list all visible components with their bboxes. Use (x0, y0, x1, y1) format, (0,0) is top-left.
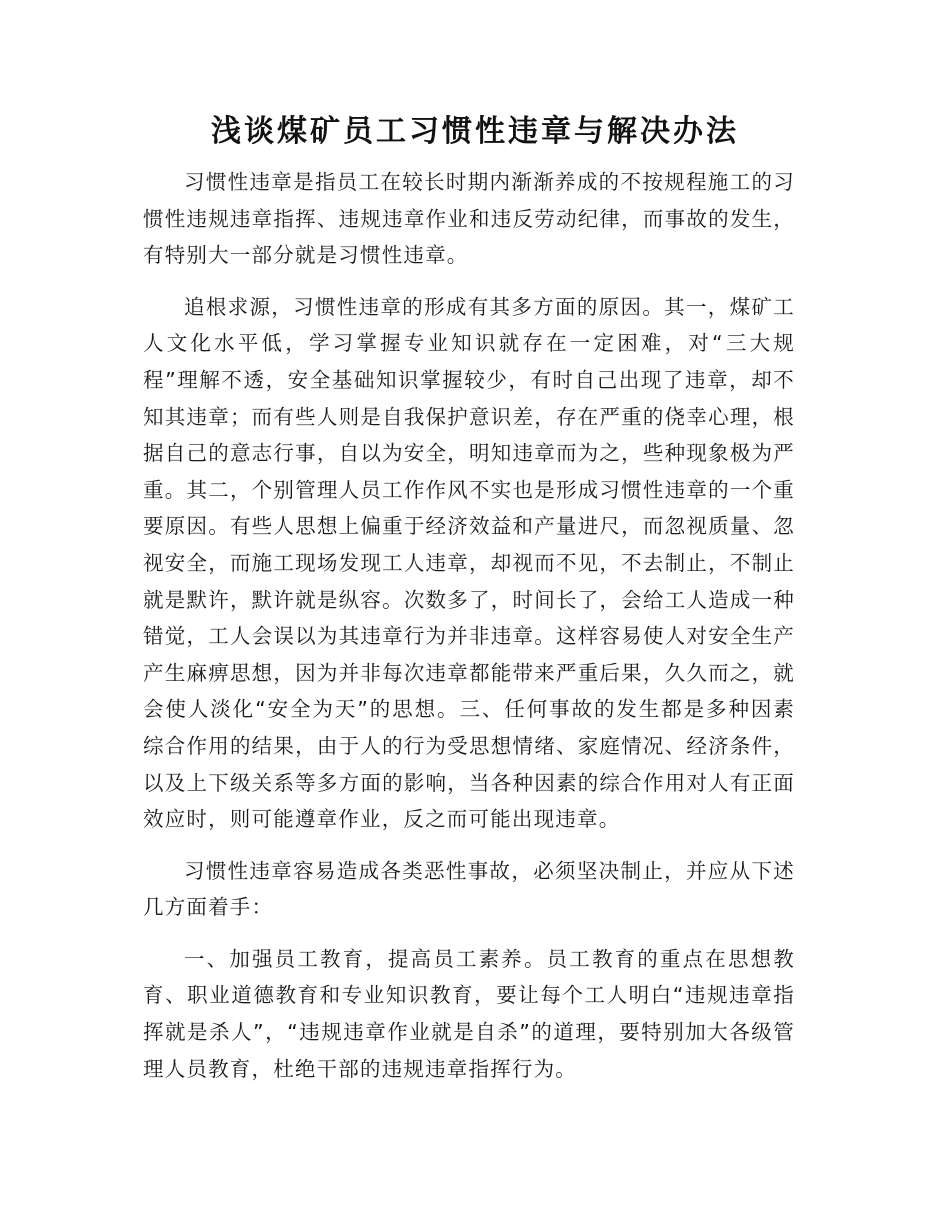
document-title: 浅谈煤矿员工习惯性违章与解决办法 (211, 114, 739, 149)
document-body (143, 164, 795, 1102)
paragraph-measure-one: 一、加强员工教育，提高员工素养。员工教育的重点在思想教育、职业道德教育和专业知识教育，要让每个工人明白“违规违章指挥就是杀人”，“违规违章作业就是自杀”的道理，要特别加大各级管理人员教育，杜绝干部的违规违章指挥行为。 (143, 946, 795, 1081)
paragraph-causes: 追根求源，习惯性违章的形成有其多方面的原因。其一，煤矿工人文化水平低，学习掌握专业知识就存在一定困难，对“三大规程”理解不透，安全基础知识掌握较少，有时自己出现了违章，却不知其违章；而有些人则是自我保护意识差，存在严重的侥幸心理，根据自己的意志行事，自以为安全，明知违章而为之，些种现象极为严重。其二，个别管理人员工作作风不实也是形成习惯性违章的一个重要原因。有些人思想上偏重于经济效益和产量进尺，而忽视质量、忽视安全，而施工现场发现工人违章，却视而不见，不去制止，不制止就是默许，默许就是纵容。次数多了，时间长了，会给工人造成一种错觉，工人会误以为其违章行为并非违章。这样容易使人对安全生产产生麻痹思想，因为并非每次违章都能带来严重后果，久久而之，就会使人淡化“安全为天”的思想。三、任何事故的发生都是多种因素综合作用的结果，由于人的行为受思想情绪、家庭情况、经济条件，以及上下级关系等多方面的影响，当各种因素的综合作用对人有正面效应时，则可能遵章作业，反之而可能出现违章。 (143, 294, 795, 832)
paragraph-intro: 习惯性违章是指员工在较长时期内渐渐养成的不按规程施工的习惯性违规违章指挥、违规违章作业和违反劳动纪律，而事故的发生，有特别大一部分就是习惯性违章。 (143, 170, 795, 268)
paragraph-measures-intro: 习惯性违章容易造成各类恶性事故，必须坚决制止，并应从下述几方面着手： (143, 858, 795, 920)
